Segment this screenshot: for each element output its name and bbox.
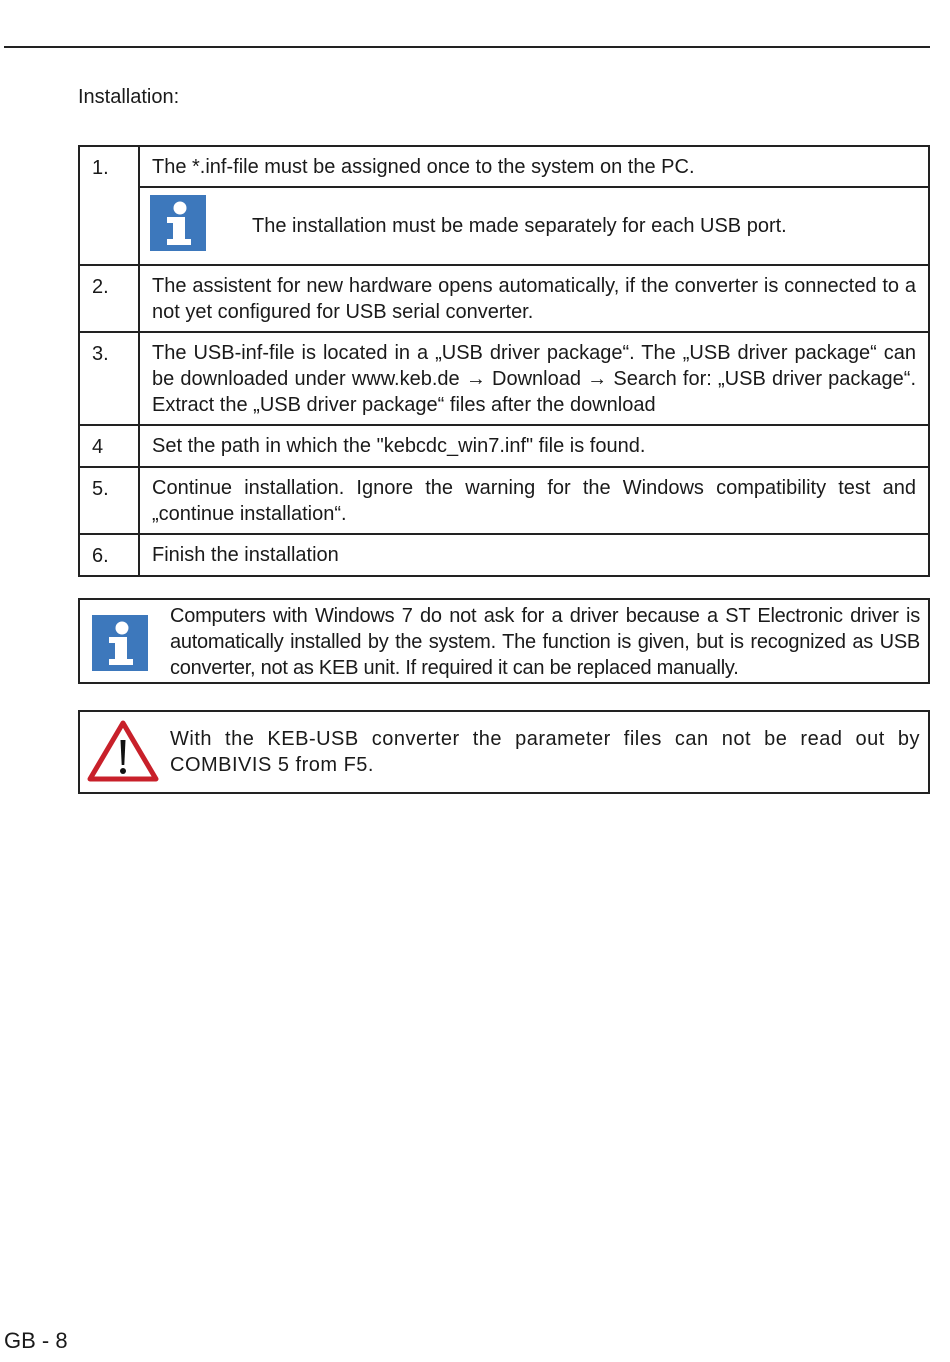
step-number: 2. (79, 265, 139, 332)
step-text: Continue installation. Ignore the warning for the Windows compatibility test and „continue installation“. (139, 467, 929, 534)
step-info-text: The installation must be made separately for each USB port. (252, 215, 787, 237)
warning-icon (86, 718, 160, 784)
info-note (78, 598, 930, 684)
step-text: The USB-inf-file is located in a „USB driver package“. The „USB driver package“ can be downloaded under www.keb.de → Download → Search for: „USB driver package“. Extract the „USB driver package“ files after the download (139, 332, 929, 425)
step-number: 3. (79, 332, 139, 425)
warning-note-text: With the KEB-USB converter the parameter files can not be read out by COMBIVIS 5 from F5. (170, 728, 920, 776)
table-row (79, 146, 929, 187)
step-text: Set the path in which the "kebcdc_win7.inf" file is found. (139, 425, 929, 467)
top-rule (4, 46, 930, 48)
section-heading: Installation: (78, 86, 180, 108)
info-note-text: Computers with Windows 7 do not ask for a driver because a ST Electronic driver is automatically installed by the system. The function is given, but is recognized as USB converter, not as KEB unit. If required it can be replaced manually. (170, 605, 920, 679)
warning-note (78, 710, 930, 794)
table-row (79, 534, 929, 576)
step-text: The *.inf-file must be assigned once to the system on the PC. (139, 146, 929, 187)
table-row (79, 467, 929, 534)
step-number: 1. (79, 146, 139, 265)
step-number: 6. (79, 534, 139, 576)
step-number: 5. (79, 467, 139, 534)
info-icon (150, 195, 206, 251)
step-text: Finish the installation (139, 534, 929, 576)
step-number: 4 (79, 425, 139, 467)
step-text: The assistent for new hardware opens automatically, if the converter is connected to a not yet configured for USB serial converter. (139, 265, 929, 332)
step-info-cell (139, 187, 929, 265)
info-icon (92, 615, 148, 671)
table-row (79, 332, 929, 425)
page-footer: GB - 8 (4, 1328, 68, 1353)
table-row (79, 265, 929, 332)
table-row (79, 187, 929, 265)
table-row (79, 425, 929, 467)
installation-steps-table (78, 145, 930, 577)
